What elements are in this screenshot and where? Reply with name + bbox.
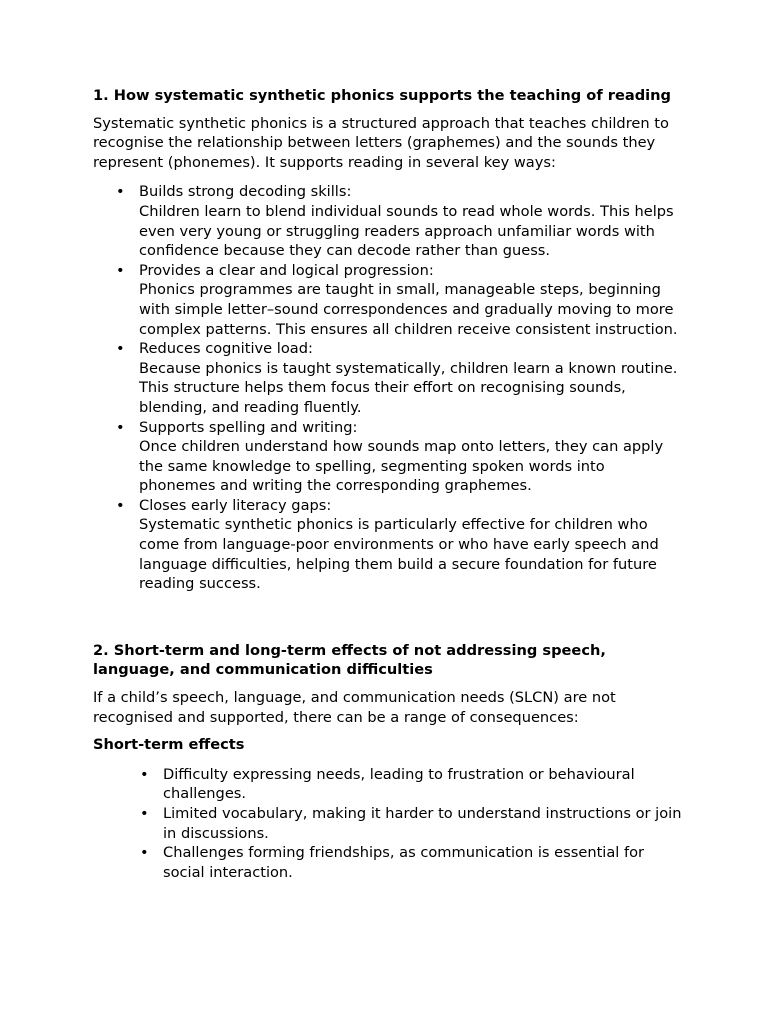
- list-item: [139, 261, 683, 339]
- point-heading: Provides a clear and logical progression:: [139, 261, 434, 279]
- section-spacer: [93, 594, 683, 641]
- list-item: • Limited vocabulary, making it harder to understand instructions or join in discussions.: [163, 804, 683, 843]
- point-heading: Supports spelling and writing:: [139, 418, 358, 436]
- document-page: [93, 86, 683, 882]
- list-item: [139, 496, 683, 594]
- phonics-benefits-list: [93, 182, 683, 593]
- point-heading: Builds strong decoding skills:: [139, 183, 352, 201]
- list-item: • Challenges forming friendships, as communication is essential for social interaction.: [163, 843, 683, 882]
- section2-title: 2. Short-term and long-term effects of not addressing speech, language, and communication difficulties: [93, 641, 606, 679]
- list-item: • Difficulty expressing needs, leading to frustration or behavioural challenges.: [163, 765, 683, 804]
- list-item: [139, 182, 683, 260]
- point-detail: Phonics programmes are taught in small, manageable steps, beginning with simple letter–sound correspondences and gradually moving to more complex patterns. This ensures all children receive consistent instruction.: [139, 281, 678, 338]
- point-detail: Once children understand how sounds map onto letters, they can apply the same knowledge to spelling, segmenting spoken words into phonemes and writing the corresponding graphemes.: [139, 438, 664, 495]
- section1-title: 1. How systematic synthetic phonics supports the teaching of reading: [93, 87, 671, 104]
- list-item: [139, 339, 683, 417]
- section1-intro: Systematic synthetic phonics is a structured approach that teaches children to recognise the relationship between letters (graphemes) and the sounds they represent (phonemes). It supports reading in several key ways:: [93, 114, 669, 171]
- point-detail: Children learn to blend individual sounds to read whole words. This helps even very young or struggling readers approach unfamiliar words with confidence because they can decode rather than guess.: [139, 202, 674, 260]
- point-detail: Systematic synthetic phonics is particularly effective for children who come from language-poor environments or who have early speech and language difficulties, helping them build a secure foundation for future reading success.: [139, 516, 659, 593]
- point-detail: Because phonics is taught systematically, children learn a known routine. This structure helps them focus their effort on recognising sounds, blending, and reading fluently.: [139, 359, 678, 416]
- point-heading: Closes early literacy gaps:: [139, 496, 332, 514]
- short-term-effects-list: [93, 765, 683, 883]
- section2-intro: If a child’s speech, language, and communication needs (SLCN) are not recognised and supported, there can be a range of consequences:: [93, 689, 616, 726]
- short-term-heading: Short-term effects: [93, 736, 245, 754]
- point-heading: Reduces cognitive load:: [139, 340, 313, 358]
- list-item: [139, 418, 683, 496]
